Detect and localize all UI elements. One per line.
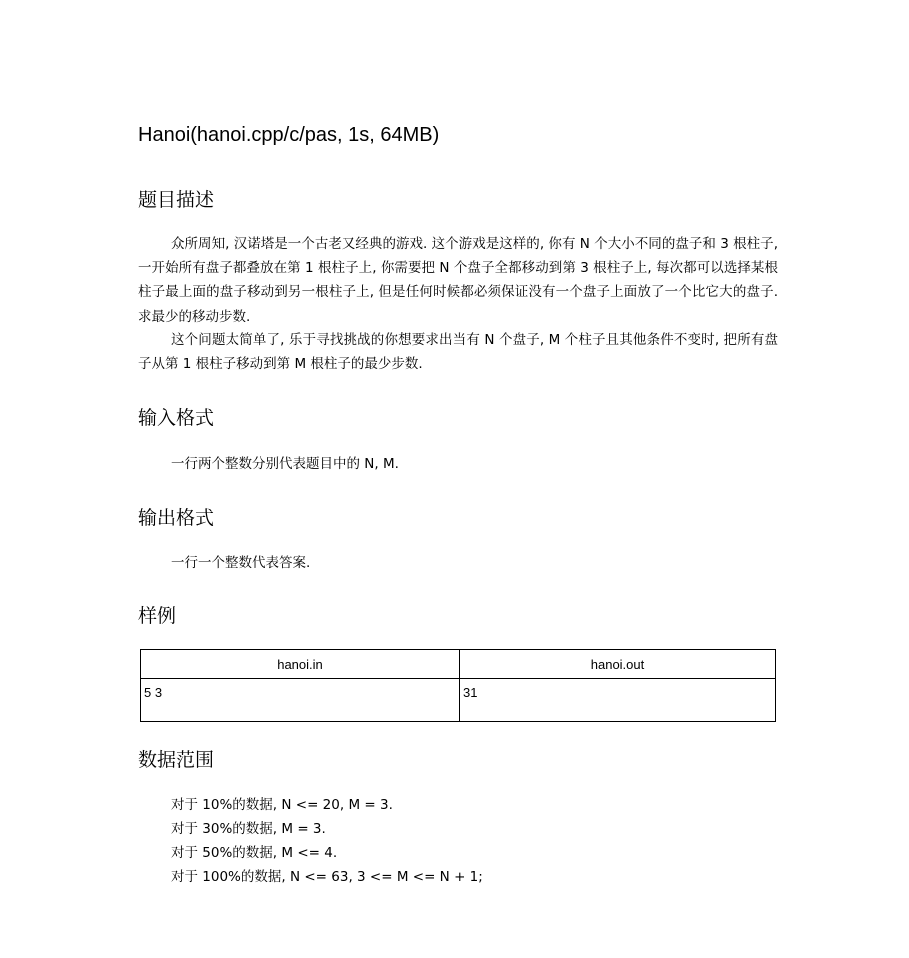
data-range-line-1: 对于 10%的数据, N <= 20, M = 3. <box>171 797 393 813</box>
problem-title: Hanoi(hanoi.cpp/c/pas, 1s, 64MB) <box>138 124 440 146</box>
output-format-text: 一行一个整数代表答案. <box>171 555 311 571</box>
sample-input-header: hanoi.in <box>141 650 460 679</box>
sample-heading: 样例 <box>138 605 177 627</box>
description-paragraph-2: 这个问题太简单了, 乐于寻找挑战的你想要求出当有 N 个盘子, M 个柱子且其他条件不变时, 把所有盘子从第 1 根柱子移动到第 M 根柱子的最少步数. <box>138 332 778 373</box>
input-format-heading: 输入格式 <box>138 407 215 429</box>
sample-input-cell: 5 3 <box>141 679 460 722</box>
description-paragraph-1: 众所周知, 汉诺塔是一个古老又经典的游戏. 这个游戏是这样的, 你有 N 个大小不同的盘子和 3 根柱子, 一开始所有盘子都叠放在第 1 根柱子上, 你需要把 N 个盘子全都移动到第 3 根柱子上, 每次都可以选择某根柱子最上面的盘子移动到另一根柱子上, 但是任何时候都必须保证没有一个盘子上面放了一个比它大的盘子. 求最少的移动步数. <box>138 236 778 325</box>
sample-table <box>140 649 776 722</box>
data-range-line-3: 对于 50%的数据, M <= 4. <box>171 845 338 861</box>
sample-output-cell: 31 <box>460 679 776 722</box>
input-format-text: 一行两个整数分别代表题目中的 N, M. <box>171 456 399 472</box>
data-range-line-4: 对于 100%的数据, N <= 63, 3 <= M <= N + 1; <box>171 869 483 885</box>
table-row <box>141 679 776 722</box>
sample-output-header: hanoi.out <box>460 650 776 679</box>
data-range-heading: 数据范围 <box>138 749 215 771</box>
description-heading: 题目描述 <box>138 189 215 211</box>
data-range-line-2: 对于 30%的数据, M = 3. <box>171 821 326 837</box>
output-format-heading: 输出格式 <box>138 507 215 529</box>
sample-table-header-row <box>141 650 776 679</box>
